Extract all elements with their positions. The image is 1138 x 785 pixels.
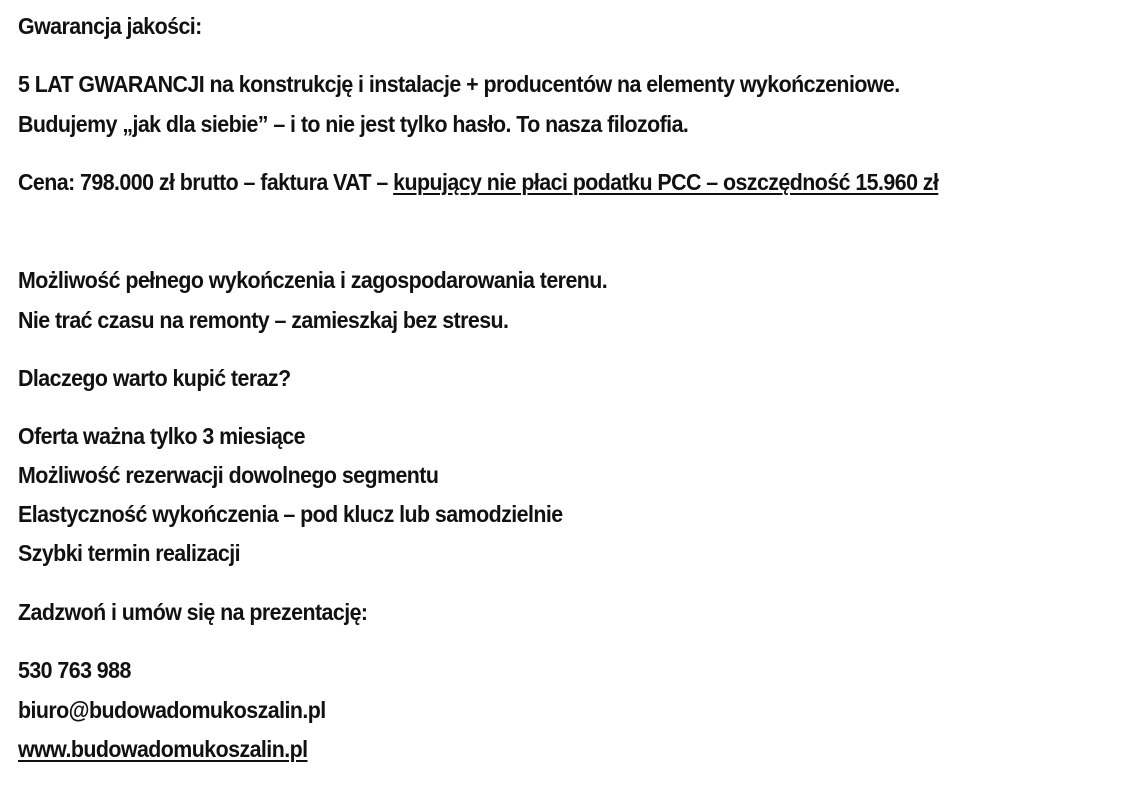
contact-email: biuro@budowadomukoszalin.pl (18, 697, 326, 723)
guarantee-heading: Gwarancja jakości: (18, 13, 202, 39)
guarantee-line-1: 5 LAT GWARANCJI na konstrukcję i instalacje + producentów na elementy wykończeniowe. (18, 71, 900, 97)
why-item: Możliwość rezerwacji dowolnego segmentu (18, 462, 439, 488)
why-heading: Dlaczego warto kupić teraz? (18, 365, 291, 391)
why-item: Oferta ważna tylko 3 miesiące (18, 423, 305, 449)
guarantee-line-2: Budujemy „jak dla siebie” – i to nie jest tylko hasło. To nasza filozofia. (18, 111, 689, 137)
why-item: Elastyczność wykończenia – pod klucz lub samodzielnie (18, 501, 563, 527)
contact-website-line (18, 735, 307, 763)
price-line (18, 168, 938, 196)
website-link[interactable]: www.budowadomukoszalin.pl (18, 736, 308, 762)
why-item: Szybki termin realizacji (18, 540, 241, 566)
finishing-line-1: Możliwość pełnego wykończenia i zagospodarowania terenu. (18, 267, 608, 293)
contact-phone: 530 763 988 (18, 657, 131, 683)
contact-heading: Zadzwoń i umów się na prezentację: (18, 599, 368, 625)
price-prefix: Cena: 798.000 zł brutto – faktura VAT – (18, 169, 394, 195)
price-highlight: kupujący nie płaci podatku PCC – oszczędność 15.960 zł (393, 169, 939, 195)
finishing-line-2: Nie trać czasu na remonty – zamieszkaj bez stresu. (18, 307, 509, 333)
